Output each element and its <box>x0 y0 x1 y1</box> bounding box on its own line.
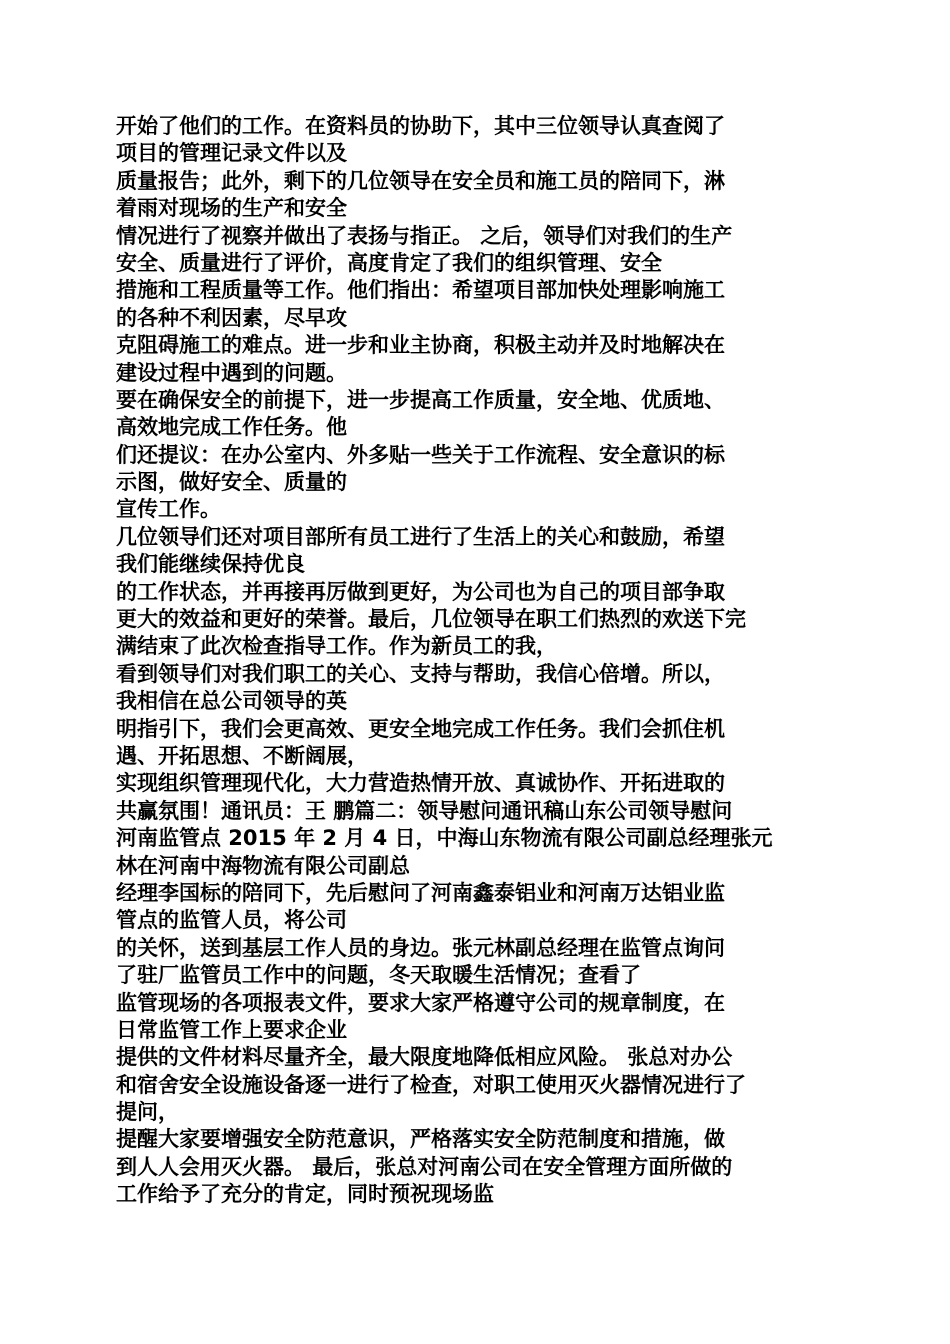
text-line: 我们能继续保持优良 <box>116 552 305 577</box>
text-line: 遇、开拓思想、不断阔展， <box>116 743 368 768</box>
text-line: 质量报告；此外，剩下的几位领导在安全员和施工员的陪同下，淋 <box>116 168 725 193</box>
text-line: 提问， <box>116 1100 179 1125</box>
text-line: 满结束了此次检查指导工作。作为新员工的我， <box>116 634 557 659</box>
text-line: 安全、质量进行了评价，高度肯定了我们的组织管理、安全 <box>116 250 662 275</box>
text-line: 日常监管工作上要求企业 <box>116 1017 347 1042</box>
text-line: 措施和工程质量等工作。他们指出：希望项目部加快处理影响施工 <box>116 278 725 303</box>
text-line: 要在确保安全的前提下，进一步提高工作质量，安全地、优质地、 <box>116 387 725 412</box>
text-line: 开始了他们的工作。在资料员的协助下，其中三位领导认真查阅了 <box>116 114 725 138</box>
text-line: 更大的效益和更好的荣誉。最后，几位领导在职工们热烈的欢送下完 <box>116 607 746 632</box>
text-line: 管点的监管人员，将公司 <box>116 908 347 933</box>
text-line: 我相信在总公司领导的英 <box>116 689 347 714</box>
text-line: 克阻碍施工的难点。进一步和业主协商，积极主动并及时地解决在 <box>116 333 725 358</box>
text-line: 项目的管理记录文件以及 <box>116 141 347 166</box>
text-line: 们还提议：在办公室内、外多贴一些关于工作流程、安全意识的标 <box>116 442 725 467</box>
text-line: 着雨对现场的生产和安全 <box>116 196 347 221</box>
body-text <box>116 113 838 1209</box>
text-line: 建设过程中遇到的问题。 <box>116 360 347 385</box>
text-line: 的各种不利因素，尽早攻 <box>116 305 347 330</box>
text-line: 宣传工作。 <box>116 497 221 522</box>
text-line: 高效地完成工作任务。他 <box>116 415 347 440</box>
text-line: 河南监管点 2015 年 2 月 4 日，中海山东物流有限公司副总经理张元 <box>116 826 773 851</box>
text-line: 和宿舍安全设施设备逐一进行了检查，对职工使用灭火器情况进行了 <box>116 1072 746 1097</box>
text-line: 经理李国标的陪同下，先后慰问了河南鑫泰铝业和河南万达铝业监 <box>116 880 725 905</box>
text-line: 的工作状态，并再接再厉做到更好，为公司也为自己的项目部争取 <box>116 579 725 604</box>
text-line: 情况进行了视察并做出了表扬与指正。 之后，领导们对我们的生产 <box>116 223 733 248</box>
text-line: 的关怀，送到基层工作人员的身边。张元林副总经理在监管点询问 <box>116 935 725 960</box>
text-line: 提供的文件材料尽量齐全，最大限度地降低相应风险。 张总对办公 <box>116 1045 733 1070</box>
text-line: 共赢氛围！通讯员：王 鹏篇二：领导慰问通讯稿山东公司领导慰问 <box>116 798 733 823</box>
text-line: 到人人会用灭火器。 最后，张总对河南公司在安全管理方面所做的 <box>116 1154 733 1179</box>
text-line: 看到领导们对我们职工的关心、支持与帮助，我信心倍增。所以， <box>116 661 725 686</box>
text-line: 工作给予了充分的肯定，同时预祝现场监 <box>116 1182 494 1207</box>
text-line: 实现组织管理现代化，大力营造热情开放、真诚协作、开拓进取的 <box>116 771 725 796</box>
text-line: 提醒大家要增强安全防范意识，严格落实安全防范制度和措施，做 <box>116 1127 725 1152</box>
text-line: 林在河南中海物流有限公司副总 <box>116 853 410 878</box>
text-line: 了驻厂监管员工作中的问题，冬天取暖生活情况；查看了 <box>116 963 641 988</box>
text-line: 监管现场的各项报表文件，要求大家严格遵守公司的规章制度，在 <box>116 990 725 1015</box>
text-line: 示图，做好安全、质量的 <box>116 470 347 495</box>
text-line: 明指引下，我们会更高效、更安全地完成工作任务。我们会抓住机 <box>116 716 725 741</box>
text-line: 几位领导们还对项目部所有员工进行了生活上的关心和鼓励，希望 <box>116 524 725 549</box>
